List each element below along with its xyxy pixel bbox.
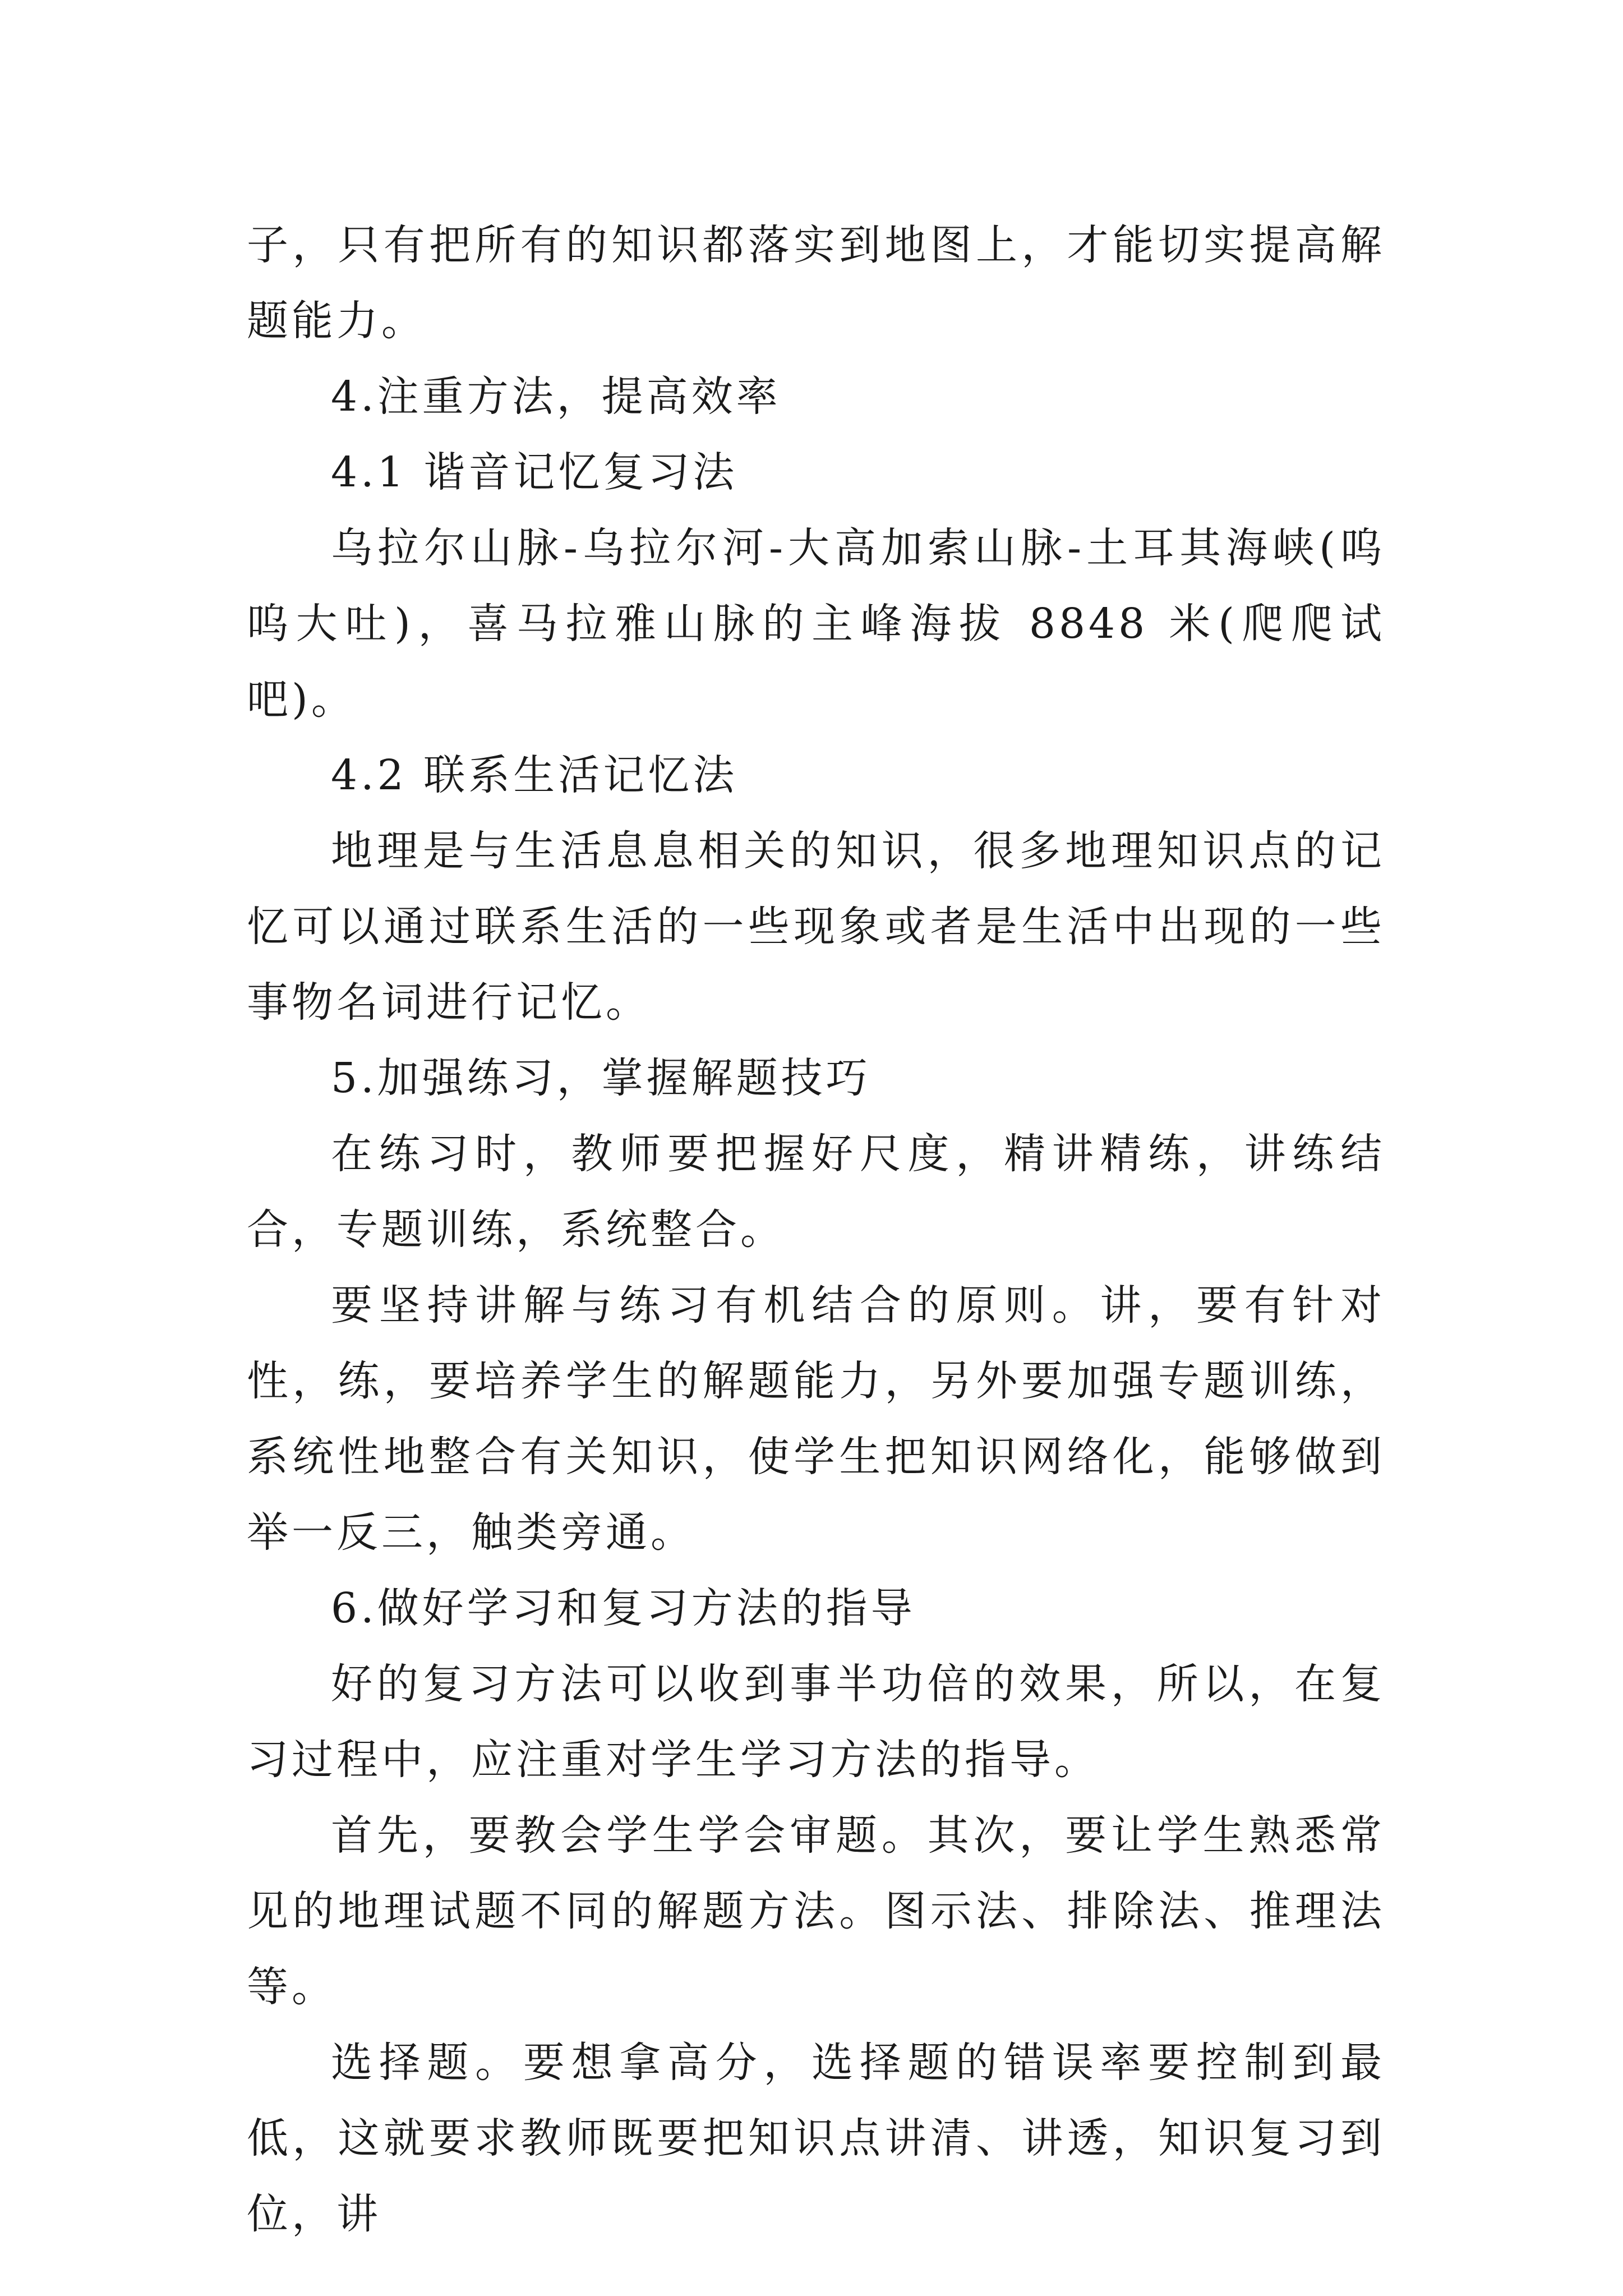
body-text bbox=[247, 208, 1385, 2252]
paragraph: 在练习时，教师要把握好尺度，精讲精练，讲练结合，专题训练，系统整合。 bbox=[247, 1130, 1385, 1254]
subsection-heading: 4.2 联系生活记忆法 bbox=[331, 751, 738, 799]
section-heading: 5.加强练习，掌握解题技巧 bbox=[331, 1054, 871, 1102]
paragraph: 选择题。要想拿高分，选择题的错误率要控制到最低，这就要求教师既要把知识点讲清、讲透，知识复习到位，讲 bbox=[247, 2039, 1385, 2238]
paragraph: 首先，要教会学生学会审题。其次，要让学生熟悉常见的地理试题不同的解题方法。图示法、排除法、推理法等。 bbox=[247, 1811, 1385, 2011]
paragraph: 好的复习方法可以收到事半功倍的效果，所以，在复习过程中，应注重对学生学习方法的指导。 bbox=[247, 1660, 1385, 1784]
section-heading: 4.注重方法，提高效率 bbox=[331, 372, 781, 421]
paragraph: 地理是与生活息息相关的知识，很多地理知识点的记忆可以通过联系生活的一些现象或者是生活中出现的一些事物名词进行记忆。 bbox=[247, 827, 1385, 1027]
section-heading: 6.做好学习和复习方法的指导 bbox=[331, 1584, 916, 1632]
subsection-heading: 4.1 谐音记忆复习法 bbox=[331, 448, 738, 496]
paragraph: 子，只有把所有的知识都落实到地图上，才能切实提高解题能力。 bbox=[247, 221, 1385, 345]
paragraph: 乌拉尔山脉-乌拉尔河-大高加索山脉-土耳其海峡(呜呜大吐)，喜马拉雅山脉的主峰海拔 8848 米(爬爬试吧)。 bbox=[247, 524, 1385, 724]
paragraph: 要坚持讲解与练习有机结合的原则。讲，要有针对性，练，要培养学生的解题能力，另外要加强专题训练，系统性地整合有关知识，使学生把知识网络化，能够做到举一反三，触类旁通。 bbox=[247, 1281, 1385, 1557]
